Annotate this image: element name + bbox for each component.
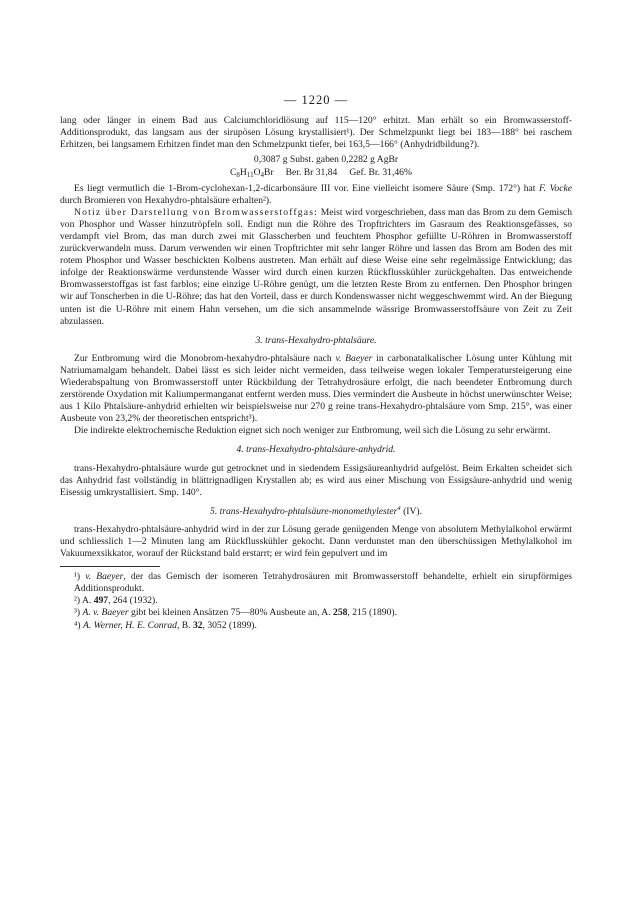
footnote-3-rest: , 215 (1890). xyxy=(347,607,397,619)
footnote-1-text: , der das Gemisch der isomeren Tetrahydrosäuren mit Bromwasserstoff behandelte, erhielt ein sirupförmiges Additionsprodukt. xyxy=(74,571,572,595)
page-number: — 1220 — xyxy=(283,93,349,107)
footnote-4-text: , B. xyxy=(176,619,193,631)
bromo-acid-text-1: Es liegt vermutlich die 1-Brom-cyclohexan-1,2-dicarbonsäure III vor. Eine vielleicht isomere Säure (Smp. 172°) hat xyxy=(74,182,540,194)
footnote-3-volume: 258 xyxy=(333,607,348,619)
footnote-2 xyxy=(60,595,572,607)
bromo-acid-text-2: durch Bromieren von Hexahydro-phtalsäure erhalten²). xyxy=(60,194,272,206)
footnote-3-mark: ³) xyxy=(74,607,81,619)
author-vocke: F. Vocke xyxy=(539,182,572,194)
document-page xyxy=(60,94,572,632)
formula-br: Br xyxy=(264,167,274,179)
footnote-4-author: A. Werner, H. E. Conrad xyxy=(82,619,177,631)
formula-found: Gef. Br. 31,46% xyxy=(349,167,412,179)
footnote-2-rest: , 264 (1932). xyxy=(108,595,158,607)
footnote-2-text: A. xyxy=(81,595,94,607)
footnote-1 xyxy=(60,571,572,595)
heading-5-suffix: (IV). xyxy=(400,505,422,517)
section-heading-5 xyxy=(60,506,572,518)
footnote-2-mark: ²) xyxy=(74,595,81,607)
footnote-4-rest: , 3052 (1899). xyxy=(202,619,257,631)
notiz-label: Notiz über Darstellung von Bromwasserstoffgas: xyxy=(74,206,319,218)
footnote-divider xyxy=(60,566,160,567)
footnote-1-author: v. Baeyer xyxy=(85,571,124,583)
footnote-2-volume: 497 xyxy=(93,595,109,607)
section-3-paragraph-2: Die indirekte elektrochemische Reduktion eignet sich noch weniger zur Entbromung, weil sich die Lösung zu sehr erwärmt. xyxy=(74,425,551,437)
formula-h-sub: 11 xyxy=(246,171,254,180)
footnote-3-author: A. v. Baeyer xyxy=(82,607,129,619)
formula-c-sub: 8 xyxy=(236,171,240,180)
section-5-paragraph: trans-Hexahydro-phtalsäure-anhydrid wird in der zur Lösung gerade genügenden Menge von absolutem Methylalkohol erwärmt und schliesslich 1—2 Minuten lang am Rückflusskühler gekocht. Dann verdunstet man den überschüssigen Methylalkohol im Vakuumexsikkator, worauf der Rückstand bald erstarrt; er wird fein gepulvert und im xyxy=(60,523,572,560)
notiz-paragraph xyxy=(60,207,572,328)
intro-paragraph: lang oder länger in einem Bad aus Calciumchloridlösung auf 115—120° erhitzt. Man erhält so ein Bromwasserstoff-Additionsprodukt, das langsam aus der sirupösen Lösung krystallisiert¹). Der Schmelzpunkt liegt bei 183—188° bei raschem Erhitzen, bei langsamem Erhitzen findet man den Schmelzpunkt tiefer, bei 163,5—166° (Anhydridbildung?). xyxy=(60,115,572,151)
footnote-3-text: gibt bei kleinen Ansätzen 75—80% Ausbeute an, A. xyxy=(128,607,334,619)
formula-line xyxy=(60,167,572,181)
formula-h: H xyxy=(239,167,247,179)
section-heading-4: 4. trans-Hexahydro-phtalsäure-anhydrid. xyxy=(236,444,396,456)
footnote-3 xyxy=(60,607,572,619)
section-3-paragraph-1 xyxy=(60,353,572,426)
section-4-paragraph: trans-Hexahydro-phtalsäure wurde gut getrocknet und in siedendem Essigsäureanhydrid aufgelöst. Beim Erkalten scheidet sich das Anhydrid fast vollständig in blättrignadligen Krystallen ab; es wird aus einer Mischung von Essigsäure-anhydrid und wenig Eisessig umkrystallisiert. Smp. 140°. xyxy=(60,462,572,498)
notiz-text: Meist wird vorgeschrieben, dass man das Brom zu dem Gemisch von Phosphor und Wasser hinzutröpfeln soll. Endigt nun die Röhre des Tropftrichters im Gasraum des Reaktionsgefässes, so verdampft viel Brom, das man durch zwei mit Glasscherben und feuchtem Phosphor gefüllte U-Röhren in Bromwasserstoff zurückverwandeln muss. Darum verwenden wir einen Tropftrichter mit sehr langer Röhre und lassen das Brom am Boden des mit rotem Phosphor und Wasser beschickten Kolbens austreten. Man erhält auf diese Weise eine sehr regelmässige Entwicklung; das infolge der Reaktionswärme verdunstende Wasser wird durch einen kurzen Rückflusskühler zurückgehalten. Das entweichende Bromwasserstoffgas ist fast farblos; eine einzige U-Röhre genügt, um die letzten Reste Brom zu entfernen. Den Phosphor bringen wir auf Tonscherben in die U-Röhre; das hat den Vorteil, dass er durch Kondenswasser nicht weggeschwemmt wird. An der Biegung unten ist die U-Röhre mit einem Hahn versehen, um die sich ansammelnde wässrige Bromwasserstoffsäure von Zeit zu Zeit abzulassen. xyxy=(60,206,572,327)
formula-o-sub: 4 xyxy=(260,171,265,180)
formula-o: O xyxy=(253,167,261,179)
section-3-text-1b: in carbonatalkalischer Lösung unter Kühlung mit Natriumamalgam behandelt. Dabei lässt es sich leider nicht vermeiden, dass teilweise wegen lokaler Temperatursteigerung eine Wiederabspaltung von Bromwasserstoff unter Rückbildung der Tetrahydrosäure erfolgt, die nach beendeter Entbromung durch zerstörende Oxydation mit Kaliumpermanganat entfernt werden muss. Dies vermindert die Ausbeute in höchst unerwünschter Weise; aus 1 Kilo Phtalsäure-anhydrid erhielten wir beispielsweise nur 270 g reine trans-Hexahydro-phtalsäure vom Smp. 215°, was einer Ausbeute von 23,2% der theoretischen entspricht³). xyxy=(60,352,572,425)
footnote-4-volume: 32 xyxy=(192,619,203,631)
bromo-acid-paragraph xyxy=(60,183,572,207)
heading-5-footnote-mark: 4 xyxy=(397,504,401,512)
formula-calc: Ber. Br 31,84 xyxy=(285,167,338,179)
footnote-4-mark: ⁴) xyxy=(74,619,81,631)
footnote-1-mark: ¹) xyxy=(74,571,81,583)
analysis-line: 0,3087 g Subst. gaben 0,2282 g AgBr xyxy=(253,154,399,166)
heading-5-text: 5. trans-Hexahydro-phtalsäure-monomethylester xyxy=(210,505,398,517)
formula-c: C xyxy=(230,167,237,179)
author-baeyer: v. Baeyer xyxy=(335,352,373,364)
section-heading-3: 3. trans-Hexahydro-phtalsäure. xyxy=(255,334,377,346)
footnote-4 xyxy=(60,620,572,632)
section-3-text-1a: Zur Entbromung wird die Monobrom-hexahydro-phtalsäure nach xyxy=(74,352,336,364)
